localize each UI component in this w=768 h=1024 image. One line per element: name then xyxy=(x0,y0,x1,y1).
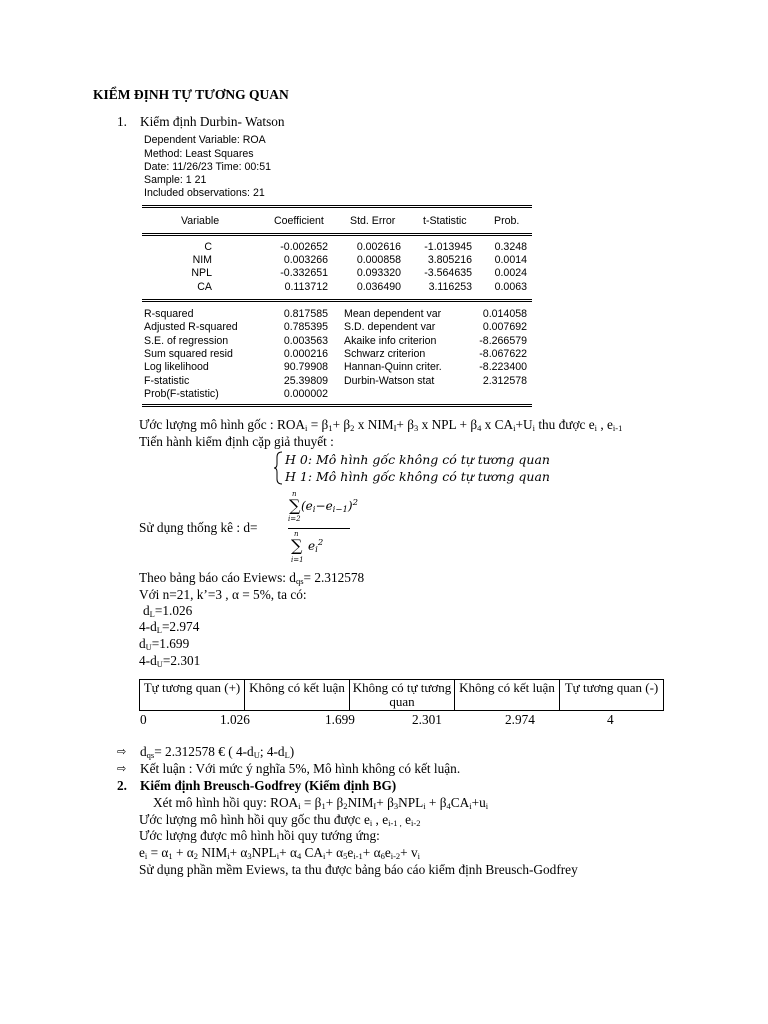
col-header-prob: Prob. xyxy=(494,215,520,227)
stat-label: Schwarz criterion xyxy=(344,348,426,360)
coef-stderr: 0.036490 xyxy=(356,281,401,293)
col-header-std-error: Std. Error xyxy=(350,215,396,227)
eviews-header-4: Sample: 1 21 xyxy=(144,174,207,186)
coef-stderr: 0.000858 xyxy=(356,254,401,266)
stat-value: 90.79908 xyxy=(283,361,328,373)
stat-value: 2.312578 xyxy=(482,375,527,387)
page-heading: KIỂM ĐỊNH TỰ TƯƠNG QUAN xyxy=(93,87,289,102)
model-line: Ước lượng mô hình gốc : $ROA_i = \beta_1+ \beta_2$ x $NIM_I+ \beta_3$ x NPL + $\beta_4$ x $CA_i+U_i$ thu được $e_i$ , $e_{i-1}$ xyxy=(139,417,623,433)
conclusion-value: = 2.312578 € ( 4-d xyxy=(154,744,254,759)
coef-value: -0.332651 xyxy=(280,267,328,279)
four-du-line: $4-d_U=2.301$ xyxy=(139,653,201,669)
stat-value: 0.000002 xyxy=(283,388,328,400)
divider xyxy=(142,205,532,206)
report-text: Theo bảng báo cáo Eviews: d xyxy=(139,570,296,585)
stat-label: R-squared xyxy=(144,308,194,320)
decision-table xyxy=(139,679,664,711)
stat-label: S.D. dependent var xyxy=(344,321,436,333)
coef-stderr: 0.093320 xyxy=(356,267,401,279)
model-prefix: Ước lượng mô hình gốc : ROA xyxy=(139,417,306,432)
dl-value: =1.026 xyxy=(154,603,193,618)
arrow-icon: ⇨ xyxy=(117,762,127,775)
dw-formula: n ∑ i=2 $(e_i-e_{i-1})^2$ n ∑ i=1 $e_i^2$ xyxy=(288,490,359,564)
hypothesis-h1: H 1: Mô hình gốc không có tự tương quan xyxy=(285,469,550,484)
stat-value: 0.003563 xyxy=(283,335,328,347)
coef-tstat: 3.116253 xyxy=(428,281,472,293)
stat-label: Mean dependent var xyxy=(344,308,442,320)
decision-cell: Tự tương quan (+) xyxy=(140,680,245,711)
scale-tick: 4 xyxy=(607,712,614,727)
divider xyxy=(142,235,532,236)
coef-value: 0.113712 xyxy=(284,281,328,293)
coef-var: C xyxy=(204,241,212,253)
stat-label: Akaike info criterion xyxy=(344,335,437,347)
section-1-number: 1. xyxy=(117,114,127,129)
bg-software-line: Sử dụng phần mềm Eviews, ta thu được bảng báo cáo kiểm định Breusch-Godfrey xyxy=(139,862,578,877)
coef-var: CA xyxy=(197,281,212,293)
col-header-t-statistic: t-Statistic xyxy=(423,215,467,227)
stat-label: Adjusted R-squared xyxy=(144,321,238,333)
bg-residual-line: Ước lượng mô hình hồi quy gốc thu được $e_i$ , $e_{i-1 ,}$ $e_{i-2}$ xyxy=(139,812,421,828)
four-du-value: =2.301 xyxy=(162,653,201,668)
stat-value: 25.39809 xyxy=(283,375,328,387)
stat-label: Hannan-Quinn criter. xyxy=(344,361,442,373)
four-dl-line: $4-d_L=2.974$ xyxy=(139,619,200,635)
section-2-title: Kiểm định Breusch-Godfrey (Kiểm định BG) xyxy=(140,778,397,793)
divider xyxy=(142,207,532,208)
section-2-number: 2. xyxy=(117,778,127,793)
scale-tick: 1.699 xyxy=(325,712,355,727)
stat-value: 0.007692 xyxy=(482,321,527,333)
hypothesis-brace xyxy=(274,451,284,485)
stat-label: F-statistic xyxy=(144,375,190,387)
stat-label: Sum squared resid xyxy=(144,348,233,360)
conclusion-line-1: $d_{qs}= 2.312578$ € ( $4-d_U$; $4-d_L$) xyxy=(140,744,295,760)
coef-tstat: 3.805216 xyxy=(427,254,472,266)
stat-label: Prob(F-statistic) xyxy=(144,388,219,400)
eviews-header-1: Dependent Variable: ROA xyxy=(144,134,266,146)
dl-line: $d_L=1.026$ xyxy=(143,603,193,619)
eviews-header-2: Method: Least Squares xyxy=(144,148,254,160)
bg-aux-intro: Ước lượng được mô hình hồi quy tướng ứng: xyxy=(139,828,380,843)
scale-tick: 2.301 xyxy=(412,712,442,727)
stat-label: Durbin-Watson stat xyxy=(344,375,435,387)
statistic-intro: Sử dụng thống kê : d= xyxy=(139,520,258,535)
coef-tstat: -1.013945 xyxy=(424,241,472,253)
hypothesis-h0: H 0: Mô hình gốc không có tự tương quan xyxy=(285,452,550,467)
arrow-icon: ⇨ xyxy=(117,745,127,758)
stat-value: 0.785395 xyxy=(283,321,328,333)
coef-var: NIM xyxy=(192,254,212,266)
bg-model-prefix: Xét mô hình hồi quy: ROA xyxy=(153,795,299,810)
coef-value: -0.002652 xyxy=(280,241,328,253)
bg-model-line: Xét mô hình hồi quy: $ROA_i = \beta_1+ \beta_2NIM_I+ \beta_3NPL_i + \beta_4CA_i+u_i$ xyxy=(153,795,489,811)
bg-residual-text: Ước lượng mô hình hồi quy gốc thu được e xyxy=(139,812,370,827)
decision-cell: Không có kết luận xyxy=(455,680,560,711)
coef-stderr: 0.002616 xyxy=(356,241,401,253)
scale-tick: 2.974 xyxy=(505,712,535,727)
eviews-header-5: Included observations: 21 xyxy=(144,187,265,199)
conclusion-line-2: Kết luận : Với mức ý nghĩa 5%, Mô hình không có kết luận. xyxy=(140,761,461,776)
report-value: = 2.312578 xyxy=(303,570,365,585)
stat-label: S.E. of regression xyxy=(144,335,229,347)
decision-cell: Tự tương quan (-) xyxy=(560,680,664,711)
stat-label: Log likelihood xyxy=(144,361,209,373)
stat-value: -8.223400 xyxy=(479,361,527,373)
scale-tick: 1.026 xyxy=(220,712,250,727)
four-dl-value: =2.974 xyxy=(161,619,200,634)
divider xyxy=(142,233,532,234)
coef-prob: 0.0063 xyxy=(494,281,527,293)
eviews-header-3: Date: 11/26/23 Time: 00:51 xyxy=(144,161,272,173)
divider xyxy=(142,406,532,407)
decision-cell: Không có kết luận xyxy=(245,680,350,711)
stat-value: 0.014058 xyxy=(482,308,527,320)
coef-var: NPL xyxy=(191,267,212,279)
coef-prob: 0.0024 xyxy=(494,267,527,279)
stat-value: -8.266579 xyxy=(479,335,527,347)
section-1-title: Kiểm định Durbin- Watson xyxy=(140,114,285,129)
coef-prob: 0.0014 xyxy=(494,254,527,266)
coef-value: 0.003266 xyxy=(283,254,328,266)
bg-aux-equation: $e_i = \alpha_1 + \alpha_2$ $NIM_i+ \alpha_3NPL_i+ \alpha_4$ $CA_i+ \alpha_5e_{i-1}+ \alpha_6e_{i-2}+ v_i$ xyxy=(139,845,421,861)
stat-value: 0.000216 xyxy=(283,348,328,360)
divider xyxy=(142,404,532,405)
decision-cell: Không có tự tương quan xyxy=(350,680,455,711)
scale-tick: 0 xyxy=(140,712,147,727)
coef-prob: 0.3248 xyxy=(494,241,527,253)
stat-value: -8.067622 xyxy=(479,348,527,360)
du-value: =1.699 xyxy=(151,636,190,651)
divider xyxy=(142,301,532,302)
divider xyxy=(142,299,532,300)
col-header-variable: Variable xyxy=(181,215,220,227)
hypothesis-intro: Tiến hành kiểm định cặp giả thuyết : xyxy=(139,434,334,449)
stat-value: 0.817585 xyxy=(283,308,328,320)
coef-tstat: -3.564635 xyxy=(424,267,472,279)
condition-line: Với n=21, k’=3 , α = 5%, ta có: xyxy=(139,587,307,602)
report-line: Theo bảng báo cáo Eviews: $d_{qs}= 2.312578$ xyxy=(139,570,365,586)
du-line: $d_U=1.699$ xyxy=(139,636,190,652)
col-header-coefficient: Coefficient xyxy=(274,215,324,227)
